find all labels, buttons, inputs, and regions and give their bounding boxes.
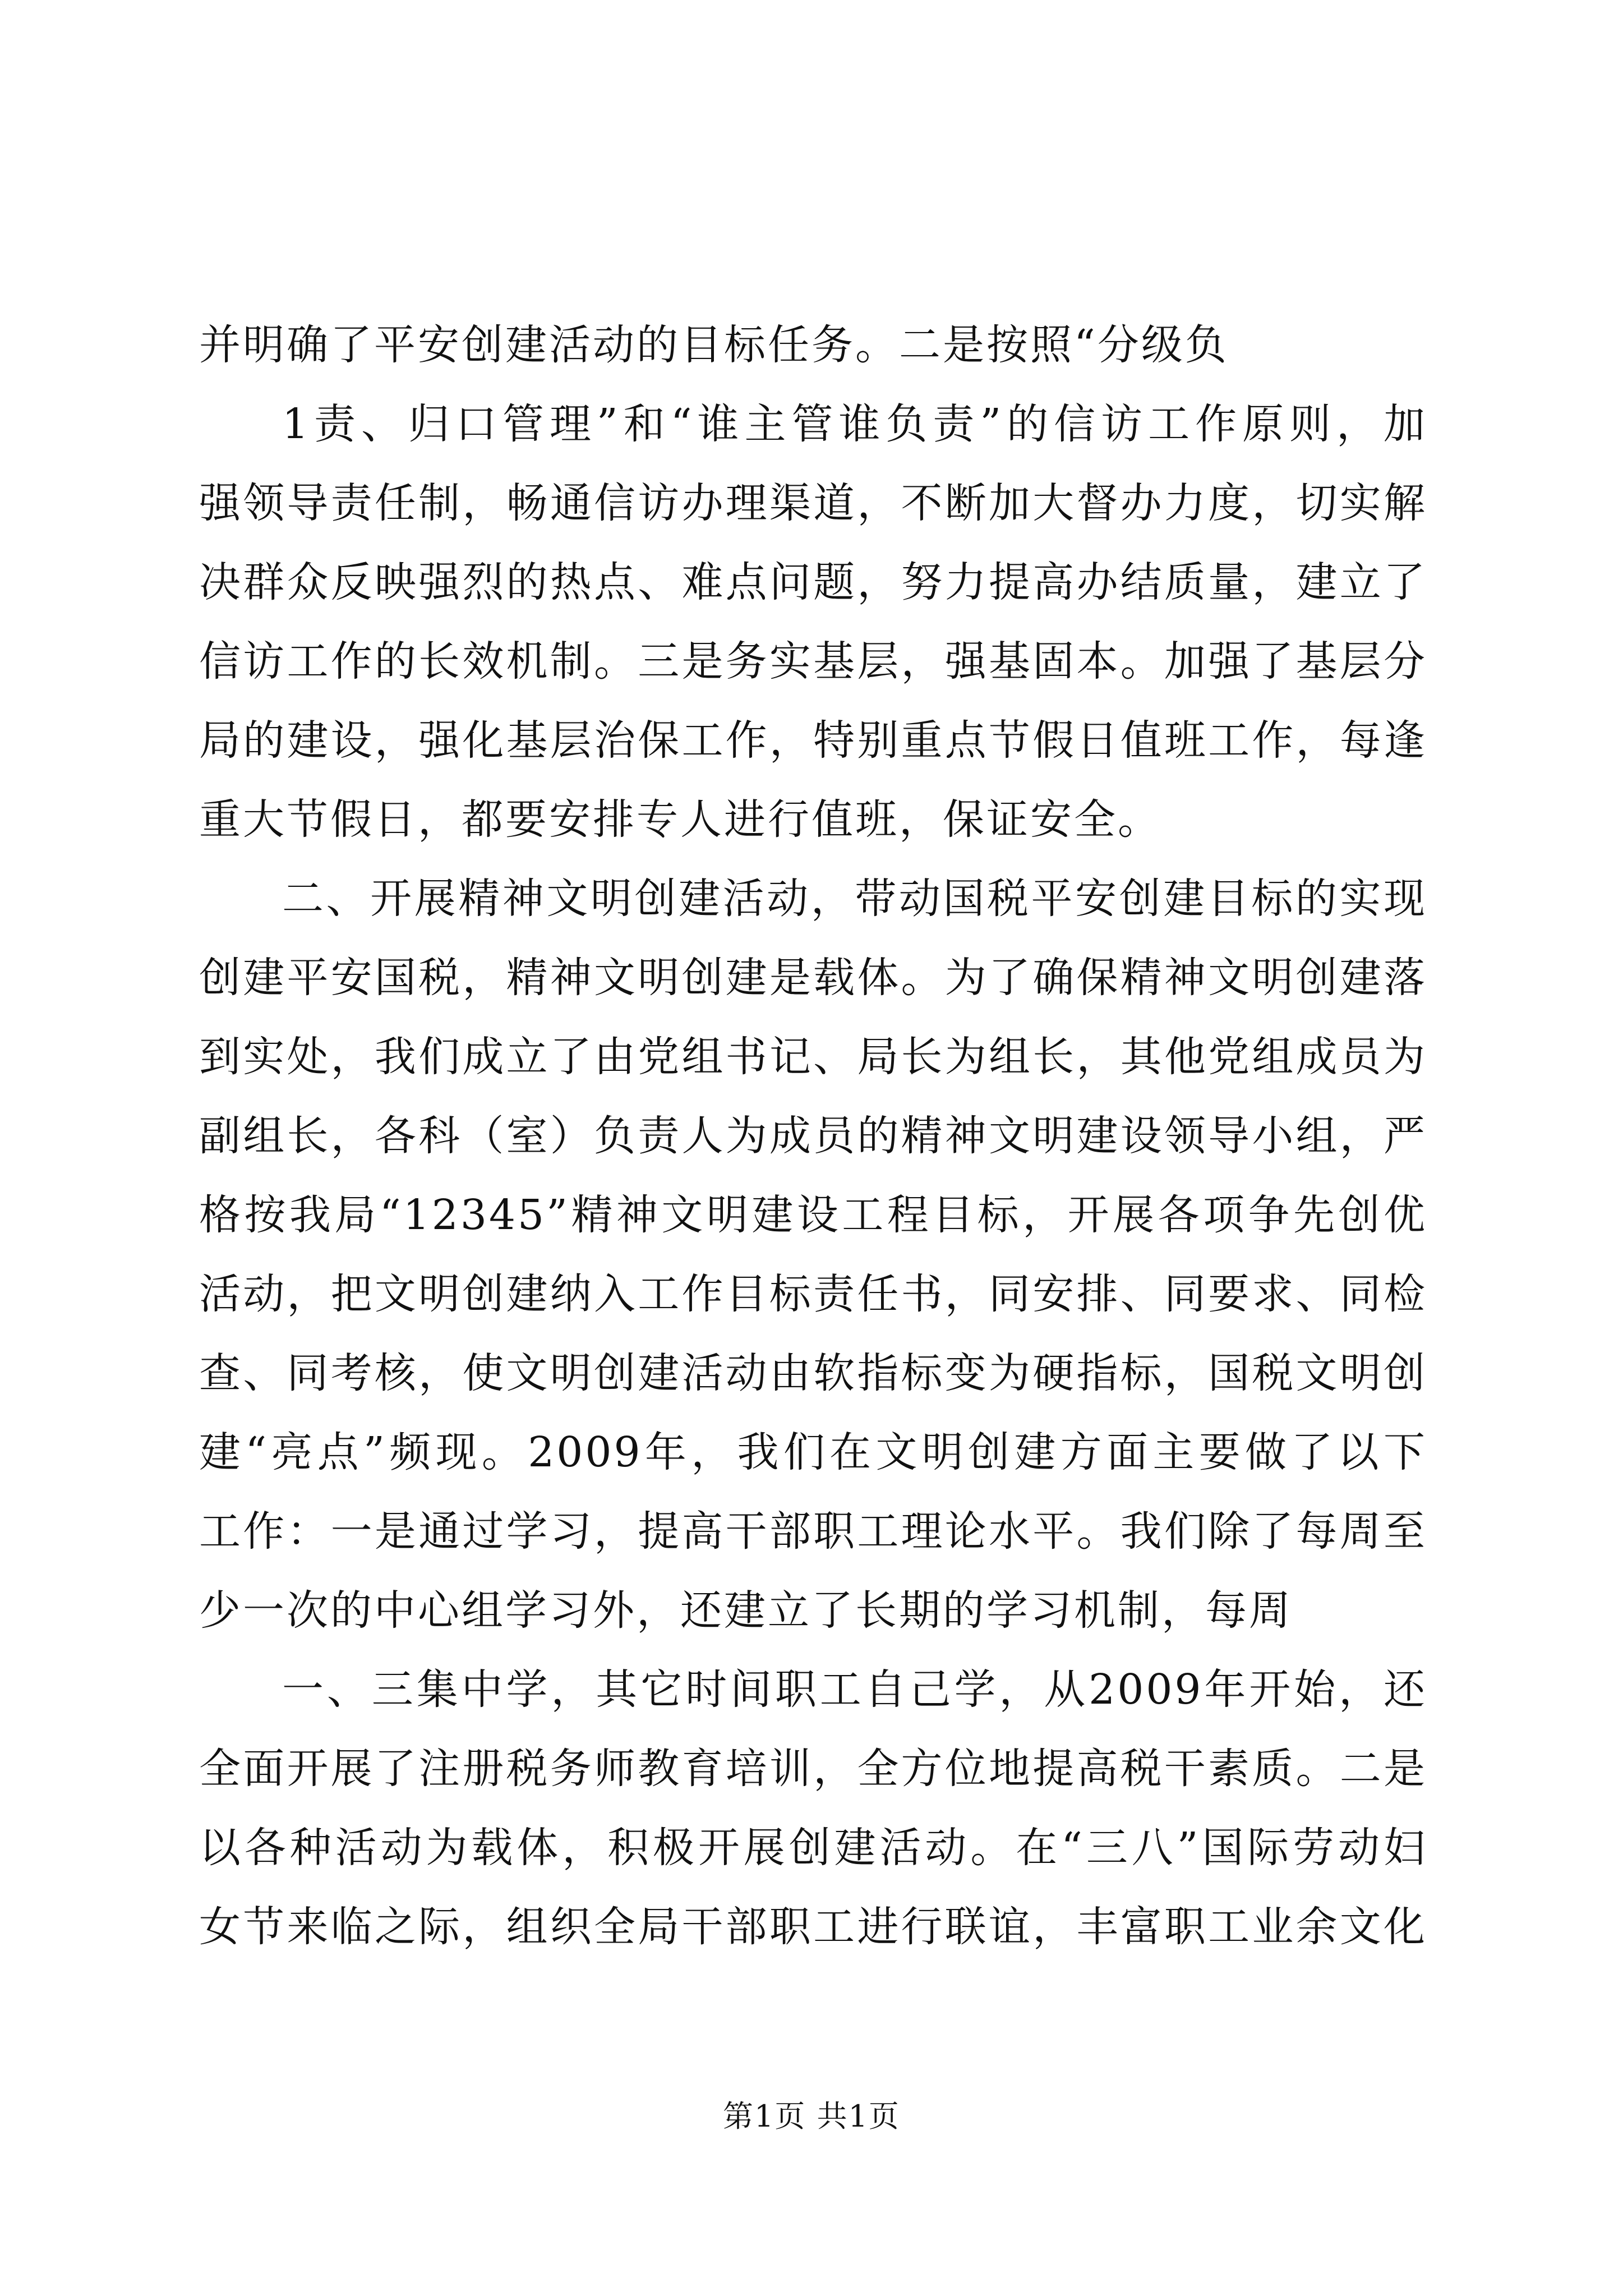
page-footer: 第1页 共1页 — [723, 2099, 900, 2134]
document-body — [199, 306, 1427, 1967]
text-line: 重大节假日，都要安排专人进行值班，保证安全。 — [199, 795, 1161, 844]
text-line: 工作：一是通过学习，提高干部职工理论水平。我们除了每周至 — [199, 1507, 1427, 1556]
text-line: 建“亮点”频现。2009年，我们在文明创建方面主要做了以下 — [199, 1428, 1427, 1476]
text-line: 信访工作的长效机制。三是务实基层，强基固本。加强了基层分 — [199, 637, 1427, 685]
text-line: 创建平安国税，精神文明创建是载体。为了确保精神文明创建落 — [199, 954, 1427, 1002]
text-line: 活动，把文明创建纳入工作目标责任书，同安排、同要求、同检 — [199, 1270, 1427, 1318]
text-line: 格按我局“12345”精神文明建设工程目标，开展各项争先创优 — [199, 1191, 1427, 1239]
text-line: 查、同考核，使文明创建活动由软指标变为硬指标，国税文明创 — [199, 1349, 1427, 1397]
text-line: 一、三集中学，其它时间职工自己学，从2009年开始，还 — [282, 1665, 1427, 1714]
text-line: 全面开展了注册税务师教育培训，全方位地提高税干素质。二是 — [199, 1745, 1427, 1793]
text-line: 以各种活动为载体，积极开展创建活动。在“三八”国际劳动妇 — [199, 1824, 1427, 1872]
text-line: 女节来临之际，组织全局干部职工进行联谊，丰富职工业余文化 — [199, 1903, 1427, 1951]
text-line: 局的建设，强化基层治保工作，特别重点节假日值班工作，每逢 — [199, 716, 1427, 765]
text-line: 二、开展精神文明创建活动，带动国税平安创建目标的实现 — [282, 875, 1427, 923]
text-line: 1责、归口管理”和“谁主管谁负责”的信访工作原则，加 — [282, 400, 1427, 448]
text-line: 并明确了平安创建活动的目标任务。二是按照“分级负 — [199, 321, 1229, 369]
text-line: 强领导责任制，畅通信访办理渠道，不断加大督办力度，切实解 — [199, 479, 1427, 527]
text-line: 少一次的中心组学习外，还建立了长期的学习机制，每周 — [199, 1586, 1293, 1635]
text-line: 副组长，各科（室）负责人为成员的精神文明建设领导小组，严 — [199, 1112, 1427, 1160]
text-line: 决群众反映强烈的热点、难点问题，努力提高办结质量，建立了 — [199, 558, 1427, 606]
text-line: 到实处，我们成立了由党组书记、局长为组长，其他党组成员为 — [199, 1033, 1427, 1081]
